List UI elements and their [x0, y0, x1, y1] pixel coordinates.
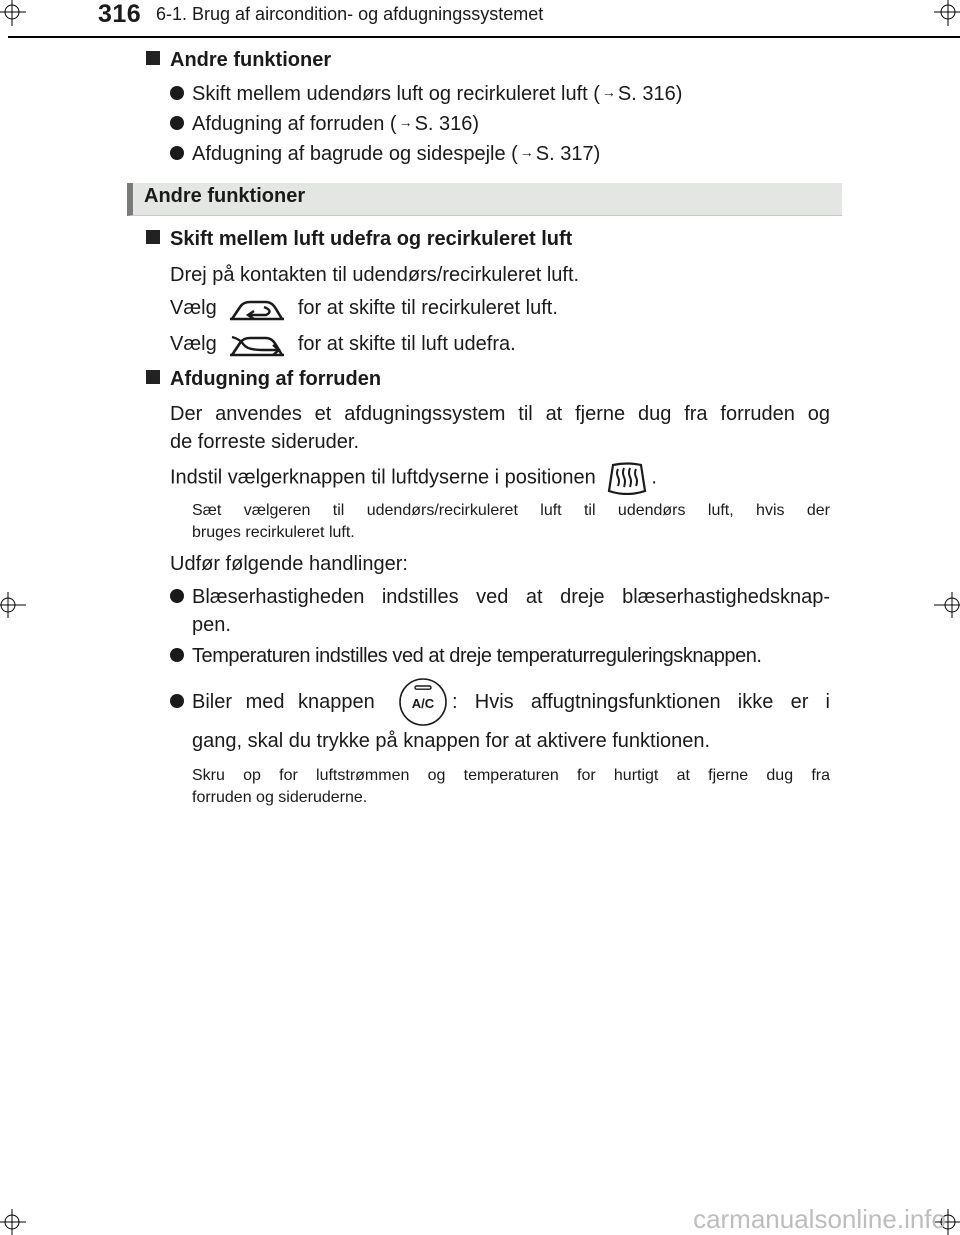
round-bullet-icon [170, 648, 184, 662]
defog-bullet-ac-cont: gang, skal du trykke på knappen for at aktivere funktionen. [192, 730, 711, 752]
defog-actions-intro: Udfør følgende handlinger: [170, 553, 408, 575]
defog-heading: Afdugning af forruden [146, 365, 381, 393]
crop-mark-middle-right [934, 592, 960, 618]
header-rule [8, 36, 960, 38]
page-number: 316 [98, 0, 142, 28]
defog-note-line: Sæt vælgeren til udendørs/recirkuleret luft til udendørs luft, hvis der [192, 502, 830, 519]
defog-bullet-fan-cont: pen. [192, 614, 231, 636]
defog-note-line: bruges recirkuleret luft. [192, 524, 355, 541]
round-bullet-icon [170, 589, 184, 603]
square-bullet-icon [146, 370, 160, 384]
section-banner [127, 183, 842, 216]
defog-paragraph-line: de forreste sideruder. [170, 431, 359, 453]
round-bullet-icon [170, 116, 184, 130]
crop-mark-bottom-left [0, 1209, 26, 1235]
outside-air-icon [228, 331, 286, 359]
defog-bullet-ac: Biler med knappen [170, 688, 375, 716]
defog-bullet-temperature: Temperaturen indstilles ved at dreje temperaturreguleringsknappen. [170, 642, 762, 670]
section-title: Andre funktioner [144, 185, 306, 207]
summary-item: Skift mellem udendørs luft og recirkuleret luft ( → S. 316) [170, 78, 682, 108]
page-reference-link[interactable]: S. 317) [535, 143, 601, 165]
round-bullet-icon [170, 86, 184, 100]
arrow-icon: → [519, 144, 534, 160]
watermark: carmanualsonline.info [693, 1204, 946, 1234]
page-reference-link[interactable]: S. 316) [617, 83, 683, 105]
recirculated-air-icon [228, 295, 286, 323]
crop-mark-top-left [0, 0, 26, 26]
crop-mark-middle-left [0, 592, 26, 618]
square-bullet-icon [146, 230, 160, 244]
arrow-icon: → [398, 114, 413, 130]
defog-bullet-ac-post: : Hvis affugtningsfunktionen ikke er i [452, 691, 830, 713]
ac-button-label: A/C [411, 696, 435, 711]
defog-tip-line: forruden og sideruderne. [192, 789, 368, 806]
page-reference-link[interactable]: S. 316) [414, 113, 480, 135]
ac-button-icon [398, 677, 448, 727]
chapter-title: 6-1. Brug af aircondition- og afdugningssystemet [156, 4, 544, 24]
recirc-instruction: Vælg for at skifte til recirkuleret luft. [170, 294, 558, 323]
round-bullet-icon [170, 694, 184, 708]
defog-set-instruction: Indstil vælgerknappen til luftdyserne i positionen . [170, 461, 657, 495]
defog-paragraph-line: Der anvendes et afdugningssystem til at fjerne dug fra forruden og [170, 403, 830, 425]
air-switch-heading: Skift mellem luft udefra og recirkuleret luft [146, 225, 572, 253]
defog-tip-line: Skru op for luftstrømmen og temperaturen for hurtigt at fjerne dug fra [192, 767, 830, 784]
arrow-icon: → [601, 84, 616, 100]
square-bullet-icon [146, 51, 160, 65]
summary-item: Afdugning af bagrude og sidespejle ( → S. 317) [170, 138, 600, 168]
outside-air-instruction: Vælg for at skifte til luft udefra. [170, 330, 516, 359]
crop-mark-top-right [934, 0, 960, 26]
round-bullet-icon [170, 146, 184, 160]
defog-bullet-fan: Blæserhastigheden indstilles ved at dreje blæserhastighedsknap- [170, 583, 830, 611]
air-switch-intro: Drej på kontakten til udendørs/recirkuleret luft. [170, 264, 580, 286]
windshield-defroster-icon [605, 461, 649, 495]
summary-item: Afdugning af forruden ( → S. 316) [170, 108, 479, 138]
summary-heading: Andre funktioner [146, 46, 331, 74]
